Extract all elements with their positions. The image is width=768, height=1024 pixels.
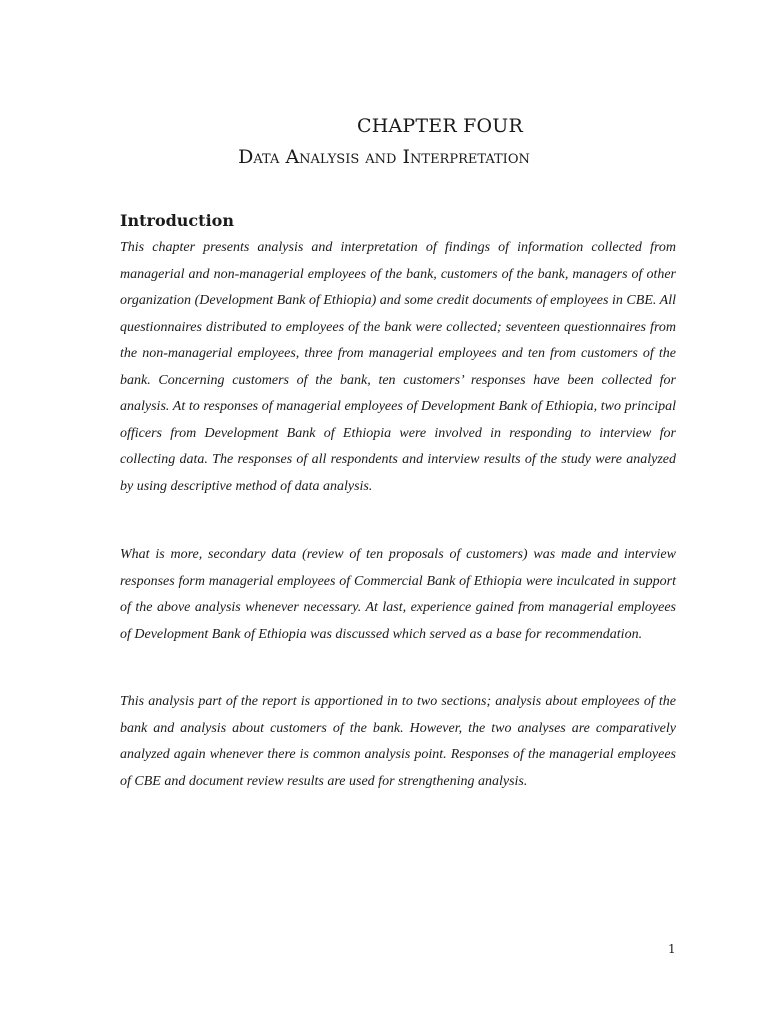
page-number: 1 [668, 942, 676, 956]
paragraph-2: What is more, secondary data (review of ten proposals of customers) was made and interview responses form managerial employees of Commercial Bank of Ethiopia were inculcated in support of the above analysis whenever necessary. At last, experience gained from managerial employees of Development Bank of Ethiopia was discussed which served as a base for recommendation. [120, 547, 676, 642]
paragraph-3: This analysis part of the report is apportioned in to two sections; analysis about employees of the bank and analysis about customers of the bank. However, the two analyses are comparatively analyzed again whenever there is common analysis point. Responses of the managerial employees of CBE and document review results are used for strengthening analysis. [120, 694, 676, 789]
chapter-title: CHAPTER FOUR [357, 115, 523, 137]
chapter-subtitle: Data Analysis and Interpretation [238, 146, 530, 168]
section-heading-introduction: Introduction [120, 211, 234, 230]
paragraph-1: This chapter presents analysis and interpretation of findings of information collected from managerial and non-managerial employees of the bank, customers of the bank, managers of other organization (Development Bank of Ethiopia) and some credit documents of employees in CBE. All questionnaires distributed to employees of the bank were collected; seventeen questionnaires from the non-managerial employees, three from managerial employees and ten from customers of the bank. Concerning customers of the bank, ten customers’ responses have been collected for analysis. At to responses of managerial employees of Development Bank of Ethiopia, two principal officers from Development Bank of Ethiopia were involved in responding to interview for collecting data. The responses of all respondents and interview results of the study were analyzed by using descriptive method of data analysis. [120, 240, 676, 494]
